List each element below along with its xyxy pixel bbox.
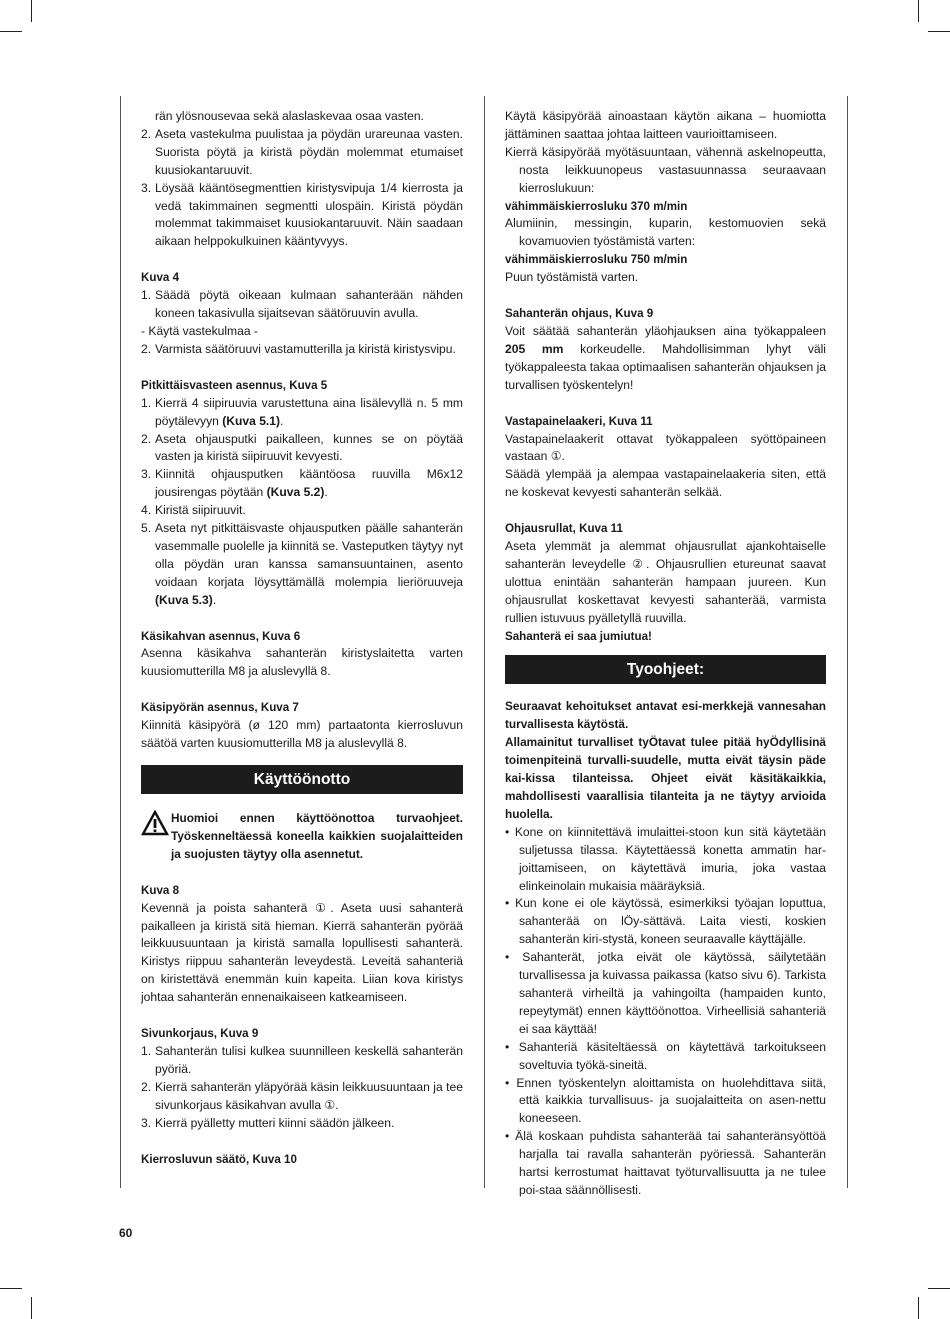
section-heading: Sahanterän ohjaus, Kuva 9 (505, 307, 654, 321)
section-heading: Pitkittäisvasteen asennus, Kuva 5 (141, 378, 328, 392)
list-item: 3. Kiinnitä ohjausputken kääntöosa ruuvilla M6x12 jousirengas pöytään (Kuva 5.2). (141, 467, 463, 500)
list-item: 2. Aseta vastekulma puulistaa ja pöydän urareunaa vasten. Suorista pöytä ja kiristä pöydän molemmat etumaiset kuusiokantaruuvit. (141, 126, 463, 177)
bold-intro: Allamainitut turvalliset tyÖtavat tulee pitää hyÖdyllisinä toimenpiteinä turvalli-suudelle, mutta eivät täysin päde kai-kissa tilanteissa. Ohjeet eivät käsitäkaikkia, mahdollisesti vaarallisia tilanteita ja ne täytyy arvioida huolella. (505, 735, 826, 821)
section-banner-kayttoonotto: Käyttöönotto (141, 765, 463, 794)
bullet-item: • Sahanteriä käsiteltäessä on käytettävä tarkoitukseen soveltuvia työkä-sineitä. (505, 1039, 826, 1072)
warning-text: Huomioi ennen käyttöönottoa turvaohjeet. Työskenneltäessä koneella kaikkien suojalaitteiden ja suojusten täytyy olla asennetut. (171, 811, 463, 861)
list-item: 2. Kierrä sahanterän yläpyörää käsin leikkuusuuntaan ja tee sivunkorjaus käsikahvan avulla ①. (141, 1079, 463, 1112)
crop-mark (31, 0, 32, 22)
crop-mark (0, 1288, 22, 1289)
warning-triangle-icon (141, 810, 171, 864)
column-rule-right (847, 96, 848, 1188)
paragraph: Kevennä ja poista sahanterä ①. Aseta uusi sahanterä paikalleen ja kiristä sitä hieman. Kierrä sahanterän pyörää leikkuusuuntaan ja kiristä samalla lopullisesti sahanterä. Kiristys riippuu sahanterän leveydestä. Leveitä sahanteriä on kiristettävä enemmän kuin kapeita. Liian kova kiristys johtaa sahanterän ennenaikaiseen katkeamiseen. (141, 900, 463, 1005)
bullet-item: • Kone on kiinnitettävä imulaittei-stoon kun sitä käytetään suljetussa tilassa. Käytettäessä konetta ammatin har-joittamiseen, on käytettävä imuria, joka vastaa elinkeinolain mukaisia määräyksiä. (505, 824, 826, 893)
list-item: 5. Aseta nyt pitkittäisvaste ohjausputken päälle sahanterän vasemmalle puolelle ja kiinnitä se. Vasteputken täytyy nyt olla pöydän uran kanssa samansuuntainen, asento voidaan korjata löysyttämällä molempia lieriöruuveja (Kuva 5.3). (141, 521, 463, 607)
paragraph: Aseta ylemmät ja alemmat ohjausrullat ajankohtaiselle sahanterän leveydelle ②. Ohjausrullien etureunat saavat ulottua enintään sahanterän hampaan juureen. Kun ohjausrullat koskettavat kevyesti sahanterää, varmista rullien istuvuus pyälletyllä ruuvilla. (505, 539, 826, 625)
paragraph: Käytä käsipyörää ainoastaan käytön aikana – huomiotta jättäminen saattaa johtaa laitteen vaurioittamiseen. (505, 109, 826, 141)
list-item: 1. Kierrä 4 siipiruuvia varustettuna aina lisälevyllä n. 5 mm pöytälevyyn (Kuva 5.1). (141, 395, 463, 428)
column-rule-left (120, 96, 121, 1188)
bold-intro: Seuraavat kehoitukset antavat esi-merkkejä vannesahan turvallisesta käytöstä. (505, 699, 826, 732)
section-heading: Ohjausrullat, Kuva 11 (505, 522, 623, 536)
section-heading: Käsikahvan asennus, Kuva 6 (141, 629, 301, 643)
emphasis-line: vähimmäiskierrosluku 750 m/min (505, 253, 688, 267)
bullet-item: • Kun kone ei ole käytössä, esimerkiksi työajan loputtua, sahanterää on lÖy-sättävä. Laita viesti, koskien sahanterän kiri-stystä, koneen seuraavalle käyttäjälle. (505, 896, 826, 947)
crop-mark (0, 31, 22, 32)
paragraph: Puun työstämistä varten. (505, 270, 639, 285)
crop-mark (31, 1297, 32, 1319)
paragraph: Voit säätää sahanterän yläohjauksen aina työkappaleen 205 mm korkeudelle. Mahdollisimman lyhyt väli työkappaleesta takaa optimaalisen sahanterän ohjauksen ja turvallisen työskentelyn! (505, 323, 826, 392)
paragraph: Alumiinin, messingin, kuparin, kestomuovien sekä kovamuovien työstämistä varten: (505, 216, 826, 249)
list-item: 3. Löysää kääntösegmenttien kiristysvipuja 1/4 kierrosta ja vedä takimmainen segmentti ulospäin. Kiristä pöydän molemmat takimmaiset kuusiokantaruuvit. Näin saadaan aikaan helppokulkuinen kääntyvyys. (141, 180, 463, 249)
crop-mark (928, 1288, 950, 1289)
paragraph: Asenna käsikahva sahanterän kiristyslaitetta varten kuusiomutterilla M8 ja aluslevyllä 8. (141, 646, 463, 679)
crop-mark (918, 1297, 919, 1319)
paragraph: Vastapainelaakerit ottavat työkappaleen syöttöpaineen vastaan ①. (505, 431, 826, 464)
bullet-item: • Sahanterät, jotka eivät ole käytössä, säilytetään turvallisessa ja kuivassa paikassa (katso sivu 6). Tarkista sahanterä virheiltä ja vahingoilta (hampaiden kunto, repeytymät) ennen käyttöönottoa. Virheellisiä sahanteriä ei saa käyttää! (505, 950, 826, 1036)
list-item: 3. Kierrä pyälletty mutteri kiinni säädön jälkeen. (141, 1115, 395, 1130)
section-heading: Kuva 4 (141, 271, 180, 285)
crop-mark (928, 31, 950, 32)
section-heading: Käsipyörän asennus, Kuva 7 (141, 701, 299, 715)
bullet-item: • Älä koskaan puhdista sahanterää tai sahanteränsyöttöä harjalla tai ravalla sahanterän pyöriessä. Sahanterän hartsi kerrostumat haittavat työturvallisuutta ja ne tulee poi-staa säännöllisesti. (505, 1129, 826, 1197)
section-heading: Kierrosluvun säätö, Kuva 10 (141, 1152, 297, 1166)
section-heading: Kuva 8 (141, 883, 180, 897)
column-rule-middle (484, 96, 485, 1188)
section-heading: Sivunkorjaus, Kuva 9 (141, 1027, 259, 1041)
list-item: 4. Kiristä siipiruuvit. (141, 503, 246, 518)
section-banner-tyoohjeet: Tyoohjeet: (505, 655, 826, 684)
list-item: 1. Sahanterän tulisi kulkea suunnilleen keskellä sahanterän pyöriä. (141, 1043, 463, 1076)
left-column (141, 108, 463, 1168)
paragraph: Säädä ylempää ja alempaa vastapainelaakeria siten, että ne koskevat kevyesti sahanterän selkää. (505, 467, 826, 500)
paragraph: Kiinnitä käsipyörä (ø 120 mm) partaatonta kierrosluvun säätöä varten kuusiomutterilla M8 ja aluslevyllä 8. (141, 718, 463, 751)
page-number: 60 (119, 1226, 133, 1240)
crop-mark (918, 0, 919, 22)
warning-notice (141, 810, 463, 864)
list-item: 2. Varmista säätöruuvi vastamutterilla ja kiristä kiristysvipu. (141, 341, 456, 356)
section-heading: Vastapainelaakeri, Kuva 11 (505, 414, 653, 428)
bullet-item: • Ennen työskentelyn aloittamista on huolehdittava siitä, että kaikkia turvallisuus- ja suojalaitteita on asen-nettu koneeseen. (505, 1075, 826, 1126)
paragraph: rän ylösnousevaa sekä alaslaskevaa osaa vasten. (155, 109, 424, 123)
list-item: 1. Säädä pöytä oikeaan kulmaan sahanterään nähden koneen takasivulla sijaitsevan säätöruuvin avulla. (141, 288, 463, 321)
paragraph: Kierrä käsipyörää myötäsuuntaan, vähennä askelnopeutta, nosta leikkuunopeus vastasuunnassa seuraavaan kierroslukuun: (505, 144, 826, 195)
emphasis-line: vähimmäiskierrosluku 370 m/min (505, 199, 688, 213)
list-item: 2. Aseta ohjausputki paikalleen, kunnes se on pöytää vasten ja kiristä siipiruuvit kevyesti. (141, 431, 463, 464)
emphasis-line: Sahanterä ei saa jumiutua! (505, 629, 652, 643)
right-column (505, 108, 826, 1200)
paragraph: - Käytä vastekulmaa - (141, 323, 258, 338)
